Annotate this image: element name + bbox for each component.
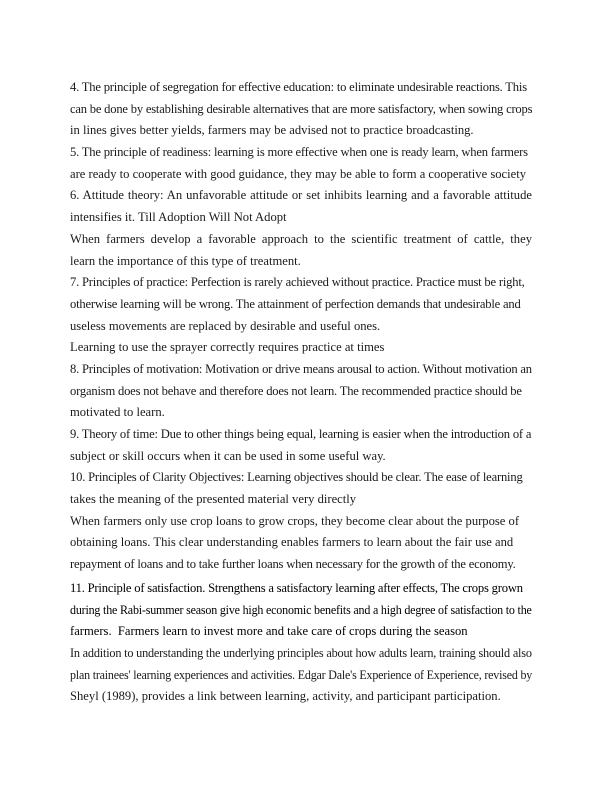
text-line: repayment of loans and to take further loans when necessary for the growth of the economy.	[70, 557, 516, 572]
text-line: plan trainees' learning experiences and activities. Edgar Dale's Experience of Experience, revised by	[70, 667, 533, 682]
paragraph-principle-6-example	[70, 229, 532, 272]
paragraph-principle-10	[70, 467, 532, 510]
text-line: 9. Theory of time: Due to other things being equal, learning is easier when the introduction of a	[70, 427, 532, 441]
paragraph-principle-11	[70, 578, 532, 643]
text-line: 6. Attitude theory: An unfavorable attitude or set inhibits learning and a favorable attitude	[70, 188, 532, 203]
text-line: are ready to cooperate with good guidance, they may be able to form a cooperative society	[70, 166, 526, 181]
text-line: intensifies it. Till Adoption Will Not Adopt	[70, 210, 287, 225]
text-line: in lines gives better yields, farmers may be advised not to practice broadcasting.	[70, 123, 474, 138]
text-line: subject or skill occurs when it can be used in some useful way.	[70, 448, 386, 463]
paragraph-principle-7	[70, 272, 532, 337]
text-line: 5. The principle of readiness: learning is more effective when one is ready learn, when farmers	[70, 145, 528, 160]
text-line: 10. Principles of Clarity Objectives: Learning objectives should be clear. The ease of learning	[70, 470, 523, 485]
text-line: When farmers develop a favorable approach to the scientific treatment of cattle, they	[70, 231, 532, 246]
paragraph-principle-4	[70, 77, 532, 142]
text-line: 7. Principles of practice: Perfection is rarely achieved without practice. Practice must be right,	[70, 275, 525, 290]
text-line: obtaining loans. This clear understanding enables farmers to learn about the fair use and	[70, 535, 514, 550]
text-line: learn the importance of this type of treatment.	[70, 253, 301, 268]
text-column	[70, 77, 532, 708]
text-line: otherwise learning will be wrong. The attainment of perfection demands that undesirable and	[70, 296, 521, 311]
text-line: Sheyl (1989), provides a link between learning, activity, and participant participation.	[70, 689, 501, 704]
text-line: can be done by establishing desirable alternatives that are more satisfactory, when sowing crops	[70, 101, 533, 116]
paragraph-principle-8	[70, 359, 532, 424]
text-line: motivated to learn.	[70, 405, 165, 420]
paragraph-principle-6	[70, 185, 532, 228]
paragraph-principle-9	[70, 424, 532, 467]
paragraph-principle-7-example	[70, 337, 532, 359]
text-line: during the Rabi-summer season give high economic benefits and a high degree of satisfaction to the	[70, 602, 532, 617]
text-line: 4. The principle of segregation for effective education: to eliminate undesirable reactions. This	[70, 80, 527, 94]
text-line: Learning to use the sprayer correctly requires practice at times	[70, 340, 385, 355]
text-line: When farmers only use crop loans to grow crops, they become clear about the purpose of	[70, 513, 520, 528]
text-line: useless movements are replaced by desirable and useful ones.	[70, 318, 381, 333]
text-line: 8. Principles of motivation: Motivation or drive means arousal to action. Without motivation an	[70, 361, 532, 376]
text-line: organism does not behave and therefore does not learn. The recommended practice should be	[70, 383, 522, 398]
text-line: takes the meaning of the presented material very directly	[70, 492, 357, 507]
paragraph-principle-5	[70, 142, 532, 185]
paragraph-conclusion	[70, 643, 532, 708]
text-line: In addition to understanding the underlying principles about how adults learn, training should also	[70, 645, 532, 660]
paragraph-principle-10-example	[70, 511, 532, 576]
text-line: farmers. Farmers learn to invest more and take care of crops during the season	[70, 624, 468, 639]
text-line: 11. Principle of satisfaction. Strengthens a satisfactory learning after effects, The crops grown	[70, 580, 523, 595]
